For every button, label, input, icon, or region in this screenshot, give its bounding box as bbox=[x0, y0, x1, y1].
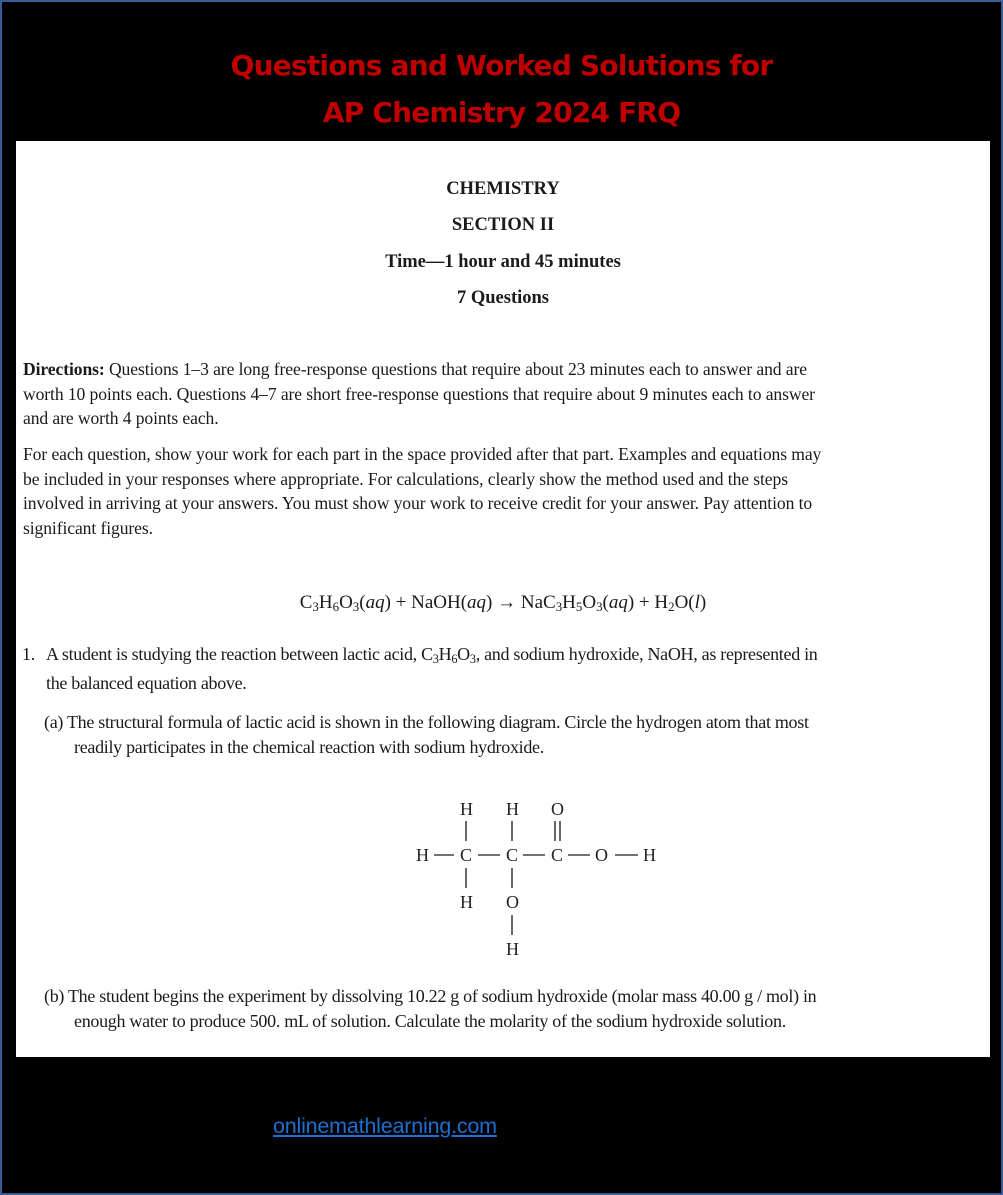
atom-o: O bbox=[506, 892, 519, 912]
question-1b: (b) The student begins the experiment by dissolving 10.22 g of sodium hydroxide (molar mass 40.00 g / mol) in enough water to produce 500. mL of solution. Calculate the molarity of the sodium hydroxide solution. bbox=[44, 986, 817, 1031]
atom-h-acidic: H bbox=[643, 845, 656, 865]
exam-page: CHEMISTRY SECTION II Time—1 hour and 45 minutes 7 Questions Directions: Questions 1–3 are long free-response questions that require about 23 minutes each to answer and are worth 10 points each. Questions 4–7 are short free-response questions that require about 9 minutes each to answer and are worth 4 points each. For each question, show your work for each part in the space provided after that part. Examples and equations may be included in your responses where appropriate. For calculations, clearly show the method used and the steps involved in arriving at your answers. You must show your work to receive credit for your answer. Pay attention to significant figures. $C_3H_6O_3(aq)$ + NaOH(aq) → $NaC_3H_5O_3(aq) + H_2O(l)$ 1. A student is studying the reaction between lactic acid, $C_3H_6O_3$, and sodium hydroxide, NaOH, as represented in the balanced equation above. (a) The structural formula of lactic acid is shown in the following diagram. Circle the hydrogen atom that most readily participates in the chemical reaction with sodium hydroxide. H H O H C C C O H H O H (b) The student begins the experiment by dissolving 10.22 g of sodium hydroxide (molar mass 40.00 g / mol) in enough water to produce 500. mL of solution. Calculate the molarity of the sodium hydroxide solution. bbox=[16, 141, 990, 1057]
instructions-paragraph: For each question, show your work for each part in the space provided after that part. Examples and equations may be included in your responses where appropriate. For calculations, clearly show the method used and the steps involved in arriving at your answers. You must show your work to receive credit for your answer. Pay attention to significant figures. bbox=[23, 444, 822, 538]
reaction-equation: $C_3H_6O_3(aq)$ + NaOH(aq) → $NaC_3H_5O_3(aq) + H_2O(l)$ bbox=[299, 592, 707, 615]
section-heading: SECTION II bbox=[451, 215, 555, 235]
banner-title bbox=[2, 42, 1001, 136]
lactic-acid-structure[interactable] bbox=[410, 793, 670, 963]
source-link[interactable]: onlinemathlearning.com bbox=[273, 1114, 497, 1138]
question-count-heading: 7 Questions bbox=[456, 288, 549, 308]
part-b-label: (b) bbox=[44, 986, 65, 1006]
directions-label: Directions: bbox=[23, 359, 105, 379]
subject-heading: CHEMISTRY bbox=[446, 179, 560, 199]
question-1a: (a) The structural formula of lactic acid is shown in the following diagram. Circle the hydrogen atom that most readily participates in the chemical reaction with sodium hydroxide. bbox=[44, 712, 809, 757]
banner-line-1: Questions and Worked Solutions for bbox=[230, 49, 773, 82]
directions-paragraph: Directions: Questions 1–3 are long free-response questions that require about 23 minutes each to answer and are worth 10 points each. Questions 4–7 are short free-response questions that require about 9 minutes each to answer and are worth 4 points each. bbox=[23, 359, 815, 428]
atom-h: H bbox=[460, 799, 473, 819]
atom-c: C bbox=[506, 845, 519, 865]
part-a-label: (a) bbox=[44, 712, 64, 732]
atom-c: C bbox=[551, 845, 564, 865]
atom-h: H bbox=[506, 799, 519, 819]
atom-h: H bbox=[416, 845, 429, 865]
atom-h: H bbox=[460, 892, 473, 912]
atom-o: O bbox=[595, 845, 608, 865]
atom-h: H bbox=[506, 939, 519, 959]
banner-line-2: AP Chemistry 2024 FRQ bbox=[322, 96, 681, 129]
atom-c: C bbox=[460, 845, 473, 865]
question-number: 1. bbox=[22, 644, 35, 664]
atom-o: O bbox=[551, 799, 564, 819]
time-heading: Time—1 hour and 45 minutes bbox=[385, 252, 621, 272]
